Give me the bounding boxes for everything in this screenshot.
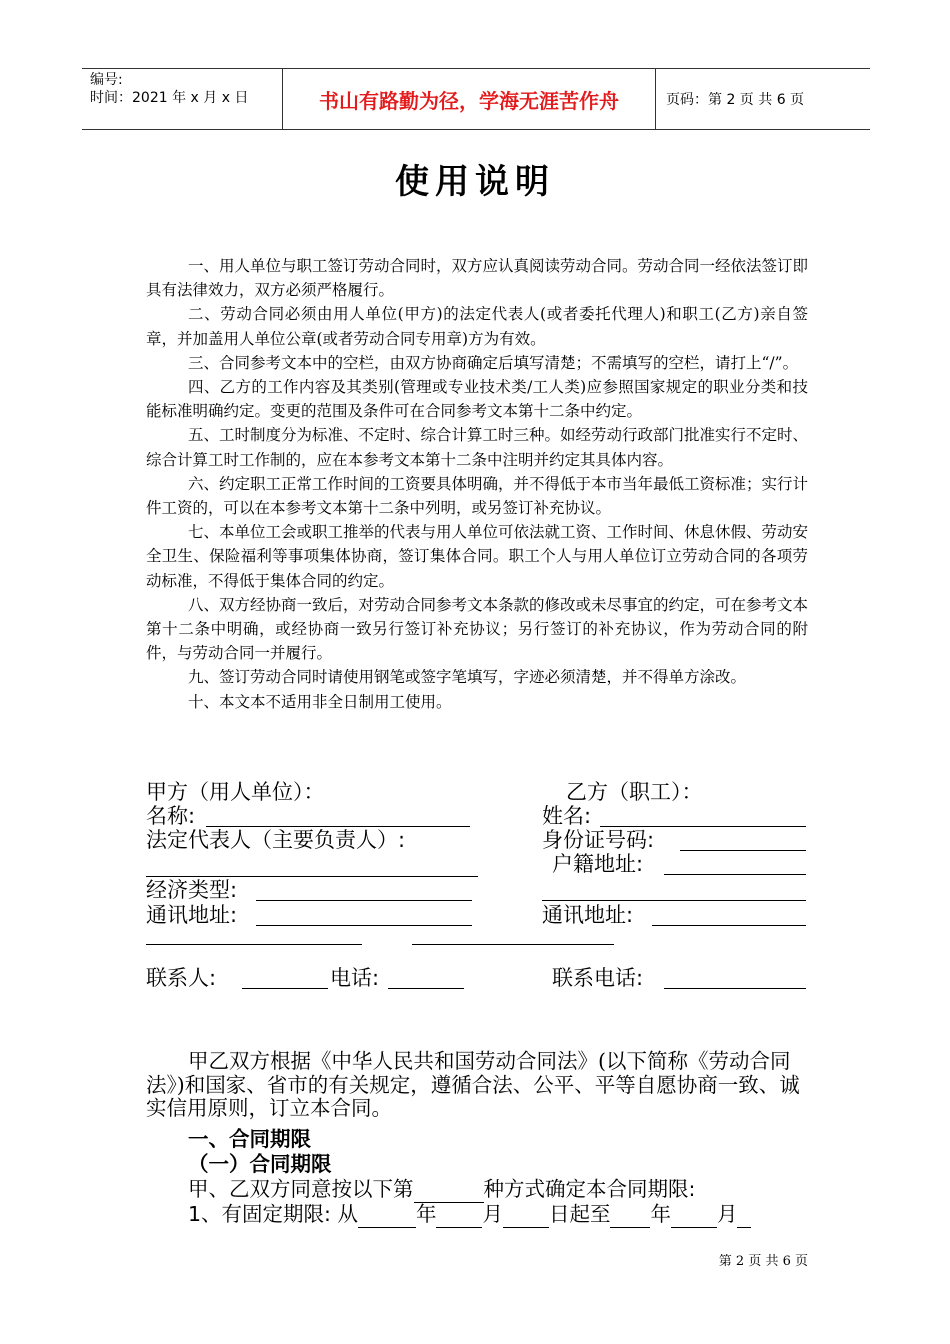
note-10: 十、本文本不适用非全日制用工使用。 — [188, 692, 452, 711]
party-b-id-field[interactable] — [680, 850, 806, 851]
party-a-phone-field[interactable] — [388, 988, 464, 989]
party-a-name-field[interactable] — [206, 826, 470, 827]
party-a-addr-label: 通讯地址: — [146, 903, 238, 927]
year-label: 年 — [415, 1202, 437, 1226]
note-9: 九、签订劳动合同时请使用钢笔或签字笔填写，字迹必须清楚，并不得单方涂改。 — [188, 668, 747, 687]
end-month-blank[interactable] — [671, 1203, 717, 1228]
party-a-rep-field[interactable] — [146, 876, 478, 877]
party-a-econ-field[interactable] — [256, 900, 472, 901]
note-6: 六、约定职工正常工作时间的工资要具体明确，并不得低于本市当年最低工资标准；实行计件工资的，可以在本参考文本第十二条中列明，或另签订补充协议。 — [146, 474, 809, 518]
note-4: 四、乙方的工作内容及其类别(管理或专业技术类/工人类)应参照国家规定的职业分类和技能标准明确约定。变更的范围及条件可在合同参考文本第十二条中约定。 — [146, 378, 808, 421]
party-b-name-label: 姓名: — [542, 804, 592, 828]
intro-paragraph: 甲乙双方根据《中华人民共和国劳动合同法》(以下简称《劳动合同法》)和国家、省市的有关规定，遵循合法、公平、平等自愿协商一致、诚实信用原则，订立本合同。 — [146, 1049, 800, 1120]
contract-intro — [146, 1050, 808, 1121]
party-a-contact-label: 联系人: — [146, 966, 217, 990]
note-1: 一、用人单位与职工签订劳动合同时，双方应认真阅读劳动合同。劳动合同一经依法签订即具有法律效力，双方必须严格履行。 — [146, 257, 809, 300]
party-a-phone-label: 电话: — [330, 966, 380, 990]
party-a-name-label: 名称: — [146, 804, 196, 828]
day-from-label: 日起至 — [548, 1202, 611, 1226]
fixed-term-line — [188, 1203, 828, 1228]
page-header — [82, 68, 870, 130]
month-label-2: 月 — [716, 1202, 738, 1226]
party-a-contact-field[interactable] — [242, 988, 328, 989]
party-b-id-label: 身份证号码: — [542, 828, 655, 852]
method-pre: 甲、乙双方同意按以下第 — [188, 1177, 414, 1201]
note-8: 八、双方经协商一致后，对劳动合同参考文本条款的修改或未尽事宜的约定，可在参考文本第十二条中明确，或经协商一致另行签订补充协议；另行签订的补充协议，作为劳动合同的附件，与劳动合同一并履行。 — [146, 595, 809, 663]
header-motto: 书山有路勤为径，学海无涯苦作舟 — [282, 69, 656, 129]
party-b-household-field[interactable] — [664, 874, 806, 875]
note-7: 七、本单位工会或职工推举的代表与用人单位可依法就工资、工作时间、休息休假、劳动安全卫生、保险福利等事项集体协商，签订集体合同。职工个人与用人单位订立劳动合同的各项劳动标准，不得低于集体合同的约定。 — [146, 523, 809, 590]
party-a-addr-field[interactable] — [256, 925, 472, 926]
page-title: 使用说明 — [395, 162, 555, 202]
start-year-blank[interactable] — [358, 1203, 416, 1228]
term-method-line — [188, 1178, 828, 1203]
party-b-addr-label: 通讯地址: — [542, 903, 634, 927]
party-a-econ-label: 经济类型: — [146, 878, 238, 902]
party-b-phone-field[interactable] — [664, 988, 806, 989]
party-b-household-field-2[interactable] — [542, 900, 806, 901]
note-2: 二、劳动合同必须由用人单位(甲方)的法定代表人(或者委托代理人)和职工(乙方)亲自签章，并加盖用人单位公章(或者劳动合同专用章)方为有效。 — [146, 305, 808, 348]
start-month-blank[interactable] — [436, 1203, 482, 1228]
party-a-addr-field-2[interactable] — [146, 944, 362, 945]
party-a-heading: 甲方（用人单位）： — [146, 780, 325, 804]
instructions — [146, 254, 808, 714]
party-b-household-label: 户籍地址: — [552, 852, 644, 876]
page-footer: 第 2 页 共 6 页 — [718, 1254, 808, 1269]
party-b-addr-field[interactable] — [652, 925, 806, 926]
note-5: 五、工时制度分为标准、不定时、综合计算工时三种。如经劳动行政部门批准实行不定时、综合计算工时工作制的，应在本参考文本第十二条中注明并约定其具体内容。 — [146, 426, 809, 469]
end-year-blank[interactable] — [610, 1203, 650, 1228]
header-meta — [82, 69, 282, 129]
time-label: 时间：2021 年 x 月 x 日 — [90, 90, 249, 106]
end-day-blank[interactable] — [737, 1203, 751, 1228]
method-blank[interactable] — [414, 1178, 484, 1203]
note-3: 三、合同参考文本中的空栏，由双方协商确定后填写清楚；不需填写的空栏，请打上“/”。 — [188, 353, 799, 372]
section-heading-1: 一、合同期限 — [188, 1127, 311, 1151]
header-page-info: 页码：第 2 页 共 6 页 — [666, 92, 805, 108]
fixed-pre: 1、有固定期限: 从 — [188, 1202, 358, 1226]
party-a-rep-label: 法定代表人（主要负责人）: — [146, 828, 406, 852]
year-label-2: 年 — [650, 1202, 671, 1226]
method-post: 种方式确定本合同期限: — [483, 1177, 696, 1201]
month-label: 月 — [482, 1202, 503, 1226]
code-label: 编号: — [90, 72, 123, 88]
section-heading-1-1: （一）合同期限 — [188, 1152, 332, 1176]
party-b-phone-label: 联系电话: — [552, 966, 644, 990]
start-day-blank[interactable] — [503, 1203, 549, 1228]
party-b-heading: 乙方（职工）： — [566, 780, 703, 804]
party-b-addr-field-2[interactable] — [412, 944, 614, 945]
party-b-name-field[interactable] — [600, 826, 806, 827]
